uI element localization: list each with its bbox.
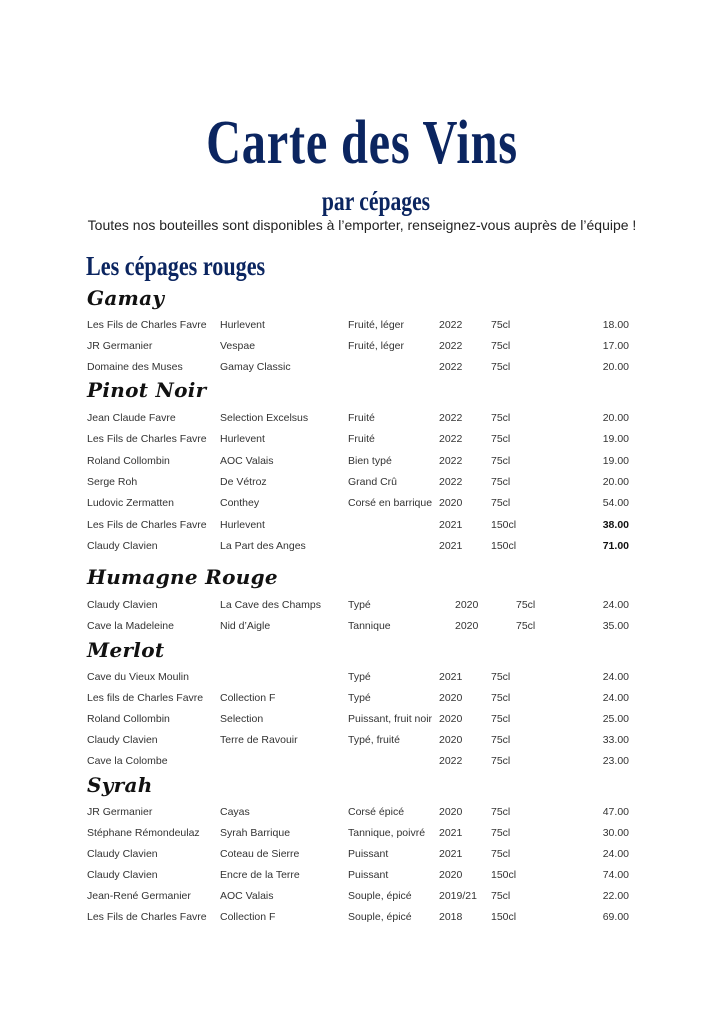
wine-name: Selection Excelsus (220, 412, 309, 424)
wine-name: Selection (220, 713, 264, 725)
wine-description: Fruité (348, 412, 375, 424)
wine-row (0, 804, 724, 820)
wine-year: 2020 (455, 620, 479, 632)
wine-row (0, 453, 724, 469)
wine-year: 2020 (439, 692, 463, 704)
wine-year: 2021 (439, 827, 463, 839)
wine-size: 75cl (491, 692, 511, 704)
wine-price: 18.00 (602, 319, 629, 331)
wine-producer: Cave la Colombe (87, 755, 168, 767)
wine-name: Cayas (220, 806, 250, 818)
wine-year: 2022 (439, 319, 463, 331)
wine-producer: Stéphane Rémondeulaz (87, 827, 200, 839)
wine-year: 2022 (439, 455, 463, 467)
wine-row (0, 410, 724, 426)
wine-description: Fruité (348, 433, 375, 445)
wine-description: Puissant (348, 848, 389, 860)
wine-name: Encre de la Terre (220, 869, 300, 881)
grape-heading-humagne-rouge: Humagne Rouge (87, 565, 278, 589)
wine-row (0, 711, 724, 727)
wine-row (0, 909, 724, 925)
wine-producer: Claudy Clavien (87, 734, 158, 746)
wine-row (0, 517, 724, 533)
wine-description: Typé, fruité (348, 734, 400, 746)
wine-price: 54.00 (602, 497, 629, 509)
wine-size: 75cl (491, 497, 511, 509)
wine-year: 2019/21 (439, 890, 477, 902)
wine-size: 75cl (491, 412, 511, 424)
wine-size: 75cl (516, 620, 536, 632)
wine-producer: Cave du Vieux Moulin (87, 671, 189, 683)
page-title: Carte des Vins (206, 109, 518, 177)
wine-price: 38.00 (602, 519, 629, 531)
wine-row (0, 618, 724, 634)
wine-size: 75cl (491, 340, 511, 352)
wine-price: 20.00 (602, 476, 629, 488)
wine-name: Collection F (220, 692, 276, 704)
wine-year: 2022 (439, 340, 463, 352)
wine-producer: Jean-René Germanier (87, 890, 191, 902)
wine-name: AOC Valais (220, 890, 274, 902)
wine-price: 19.00 (602, 433, 629, 445)
wine-producer: Claudy Clavien (87, 869, 158, 881)
wine-price: 35.00 (602, 620, 629, 632)
wine-row (0, 597, 724, 613)
wine-description: Typé (348, 692, 371, 704)
wine-row (0, 538, 724, 554)
wine-price: 20.00 (602, 412, 629, 424)
wine-producer: Les Fils de Charles Favre (87, 911, 207, 923)
grape-heading-pinot-noir: Pinot Noir (87, 378, 207, 402)
wine-price: 23.00 (602, 755, 629, 767)
wine-name: Hurlevent (220, 519, 265, 531)
wine-year: 2022 (439, 412, 463, 424)
wine-producer: Roland Collombin (87, 713, 170, 725)
wine-producer: Ludovic Zermatten (87, 497, 174, 509)
wine-size: 150cl (491, 519, 517, 531)
wine-size: 75cl (491, 848, 511, 860)
wine-producer: Jean Claude Favre (87, 412, 176, 424)
wine-producer: Claudy Clavien (87, 540, 158, 552)
wine-name: De Vétroz (220, 476, 267, 488)
wine-name: Vespae (220, 340, 256, 352)
wine-size: 75cl (491, 827, 511, 839)
wine-size: 75cl (491, 319, 511, 331)
wine-row (0, 495, 724, 511)
wine-description: Souple, épicé (348, 911, 412, 923)
wine-producer: Domaine des Muses (87, 361, 183, 373)
wine-size: 75cl (491, 890, 511, 902)
wine-row (0, 888, 724, 904)
wine-year: 2021 (439, 519, 463, 531)
wine-description: Typé (348, 671, 371, 683)
wine-size: 75cl (516, 599, 536, 611)
wine-description: Tannique (348, 620, 391, 632)
wine-name: Gamay Classic (220, 361, 291, 373)
wine-size: 75cl (491, 671, 511, 683)
wine-name: Nid d’Aigle (220, 620, 271, 632)
wine-row (0, 317, 724, 333)
grape-heading-gamay: Gamay (87, 286, 165, 310)
wine-price: 22.00 (602, 890, 629, 902)
wine-year: 2022 (439, 361, 463, 373)
wine-description: Corsé en barrique (348, 497, 433, 509)
wine-year: 2018 (439, 911, 463, 923)
wine-price: 17.00 (602, 340, 629, 352)
wine-name: La Part des Anges (220, 540, 306, 552)
wine-name: Syrah Barrique (220, 827, 291, 839)
wine-size: 150cl (491, 869, 517, 881)
wine-producer: JR Germanier (87, 806, 153, 818)
wine-size: 150cl (491, 540, 517, 552)
page-subtitle-text: par cépages (321, 186, 431, 216)
wine-year: 2022 (439, 755, 463, 767)
wine-producer: Serge Roh (87, 476, 138, 488)
wine-year: 2020 (439, 734, 463, 746)
wine-producer: Les fils de Charles Favre (87, 692, 204, 704)
wine-name: Hurlevent (220, 433, 265, 445)
wine-year: 2021 (439, 540, 463, 552)
intro-text: Toutes nos bouteilles sont disponibles à l’emporter, renseignez-vous auprès de l’équipe ! (87, 217, 637, 233)
wine-year: 2022 (439, 476, 463, 488)
wine-size: 75cl (491, 806, 511, 818)
wine-row (0, 753, 724, 769)
wine-description: Typé (348, 599, 371, 611)
wine-price: 25.00 (602, 713, 629, 725)
grape-heading-syrah: Syrah (87, 773, 153, 797)
wine-row (0, 338, 724, 354)
wine-name: AOC Valais (220, 455, 274, 467)
wine-price: 30.00 (602, 827, 629, 839)
wine-description: Fruité, léger (348, 319, 405, 331)
wine-row (0, 846, 724, 862)
wine-price: 20.00 (602, 361, 629, 373)
wine-size: 75cl (491, 476, 511, 488)
wine-year: 2020 (439, 869, 463, 881)
wine-price: 74.00 (602, 869, 629, 881)
wine-row (0, 825, 724, 841)
wine-name: Terre de Ravouir (220, 734, 298, 746)
wine-size: 75cl (491, 455, 511, 467)
wine-price: 47.00 (602, 806, 629, 818)
wine-row (0, 690, 724, 706)
wine-producer: Cave la Madeleine (87, 620, 174, 632)
wine-name: Collection F (220, 911, 276, 923)
wine-description: Souple, épicé (348, 890, 412, 902)
wine-producer: Claudy Clavien (87, 599, 158, 611)
wine-description: Tannique, poivré (348, 827, 426, 839)
wine-year: 2022 (439, 433, 463, 445)
wine-year: 2020 (439, 713, 463, 725)
page-subtitle (75, 186, 654, 216)
wine-size: 75cl (491, 755, 511, 767)
wine-producer: Roland Collombin (87, 455, 170, 467)
wine-row (0, 431, 724, 447)
wine-price: 69.00 (602, 911, 629, 923)
wine-description: Corsé épicé (348, 806, 405, 818)
grape-heading-merlot: Merlot (87, 638, 165, 662)
wine-row (0, 732, 724, 748)
wine-producer: Les Fils de Charles Favre (87, 519, 207, 531)
wine-name: Coteau de Sierre (220, 848, 300, 860)
wine-size: 75cl (491, 734, 511, 746)
wine-price: 19.00 (602, 455, 629, 467)
wine-price: 24.00 (602, 599, 629, 611)
wine-size: 75cl (491, 361, 511, 373)
wine-producer: JR Germanier (87, 340, 153, 352)
wine-description: Puissant (348, 869, 389, 881)
wine-price: 24.00 (602, 692, 629, 704)
wine-description: Puissant, fruit noir (348, 713, 433, 725)
wine-name: Hurlevent (220, 319, 265, 331)
wine-description: Fruité, léger (348, 340, 405, 352)
wine-row (0, 474, 724, 490)
wine-size: 150cl (491, 911, 517, 923)
wine-year: 2020 (439, 806, 463, 818)
wine-year: 2020 (455, 599, 479, 611)
wine-producer: Les Fils de Charles Favre (87, 319, 207, 331)
wine-producer: Les Fils de Charles Favre (87, 433, 207, 445)
wine-producer: Claudy Clavien (87, 848, 158, 860)
wine-name: La Cave des Champs (220, 599, 321, 611)
wine-row (0, 359, 724, 375)
wine-size: 75cl (491, 433, 511, 445)
wine-price: 71.00 (602, 540, 629, 552)
wine-name: Conthey (220, 497, 260, 509)
wine-size: 75cl (491, 713, 511, 725)
wine-price: 24.00 (602, 671, 629, 683)
wine-row (0, 867, 724, 883)
wine-description: Bien typé (348, 455, 392, 467)
wine-description: Grand Crû (348, 476, 398, 488)
wine-year: 2021 (439, 671, 463, 683)
section-title: Les cépages rouges (86, 251, 266, 281)
wine-price: 33.00 (602, 734, 629, 746)
wine-price: 24.00 (602, 848, 629, 860)
wine-year: 2020 (439, 497, 463, 509)
wine-year: 2021 (439, 848, 463, 860)
wine-row (0, 669, 724, 685)
